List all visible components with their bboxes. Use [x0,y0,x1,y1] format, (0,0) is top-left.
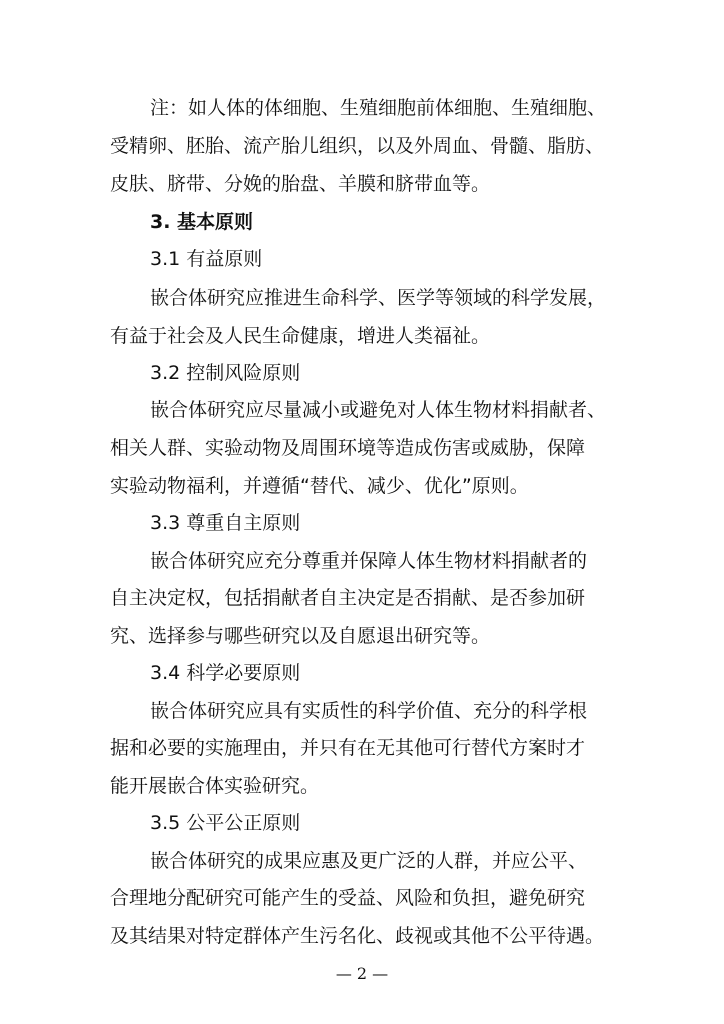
paragraph-line: 有益于社会及人民生命健康，增进人类福祉。 [110,325,491,347]
paragraph-line: 嵌合体研究应具有实质性的科学价值、充分的科学根 [150,700,588,722]
paragraph-line: 究、选择参与哪些研究以及自愿退出研究等。 [110,625,491,647]
section-heading: 3. 基本原则 [150,211,254,233]
page-number: — 2 — [335,964,389,983]
note-line-1: 注：如人体的体细胞、生殖细胞前体细胞、生殖细胞、 [150,97,607,119]
paragraph-line: 自主决定权，包括捐献者自主决定是否捐献、是否参加研 [110,587,586,609]
paragraph-line: 据和必要的实施理由，并只有在无其他可行替代方案时才 [110,737,586,759]
subsection-title: 3.1 有益原则 [150,248,263,270]
paragraph-line: 及其结果对特定群体产生污名化、歧视或其他不公平待遇。 [110,925,605,947]
subsection-title: 3.2 控制风险原则 [150,362,301,384]
subsection-title: 3.3 尊重自主原则 [150,512,301,534]
paragraph-line: 嵌合体研究应尽量减小或避免对人体生物材料捐献者、 [150,399,607,421]
paragraph-line: 相关人群、实验动物及周围环境等造成伤害或威胁，保障 [110,437,586,459]
subsection-title: 3.5 公平公正原则 [150,812,301,834]
paragraph-line: 实验动物福利，并遵循“替代、减少、优化”原则。 [110,475,529,497]
paragraph-line: 嵌合体研究应充分尊重并保障人体生物材料捐献者的 [150,550,588,572]
note-line-2: 受精卵、胚胎、流产胎儿组织，以及外周血、骨髓、脂肪、 [110,135,605,157]
note-line-3: 皮肤、脐带、分娩的胎盘、羊膜和脐带血等。 [110,173,491,195]
subsection-title: 3.4 科学必要原则 [150,662,301,684]
paragraph-line: 嵌合体研究应推进生命科学、医学等领域的科学发展， [150,287,607,309]
paragraph-line: 合理地分配研究可能产生的受益、风险和负担，避免研究 [110,887,586,909]
paragraph-line: 能开展嵌合体实验研究。 [110,775,320,797]
paragraph-line: 嵌合体研究的成果应惠及更广泛的人群，并应公平、 [150,850,588,872]
